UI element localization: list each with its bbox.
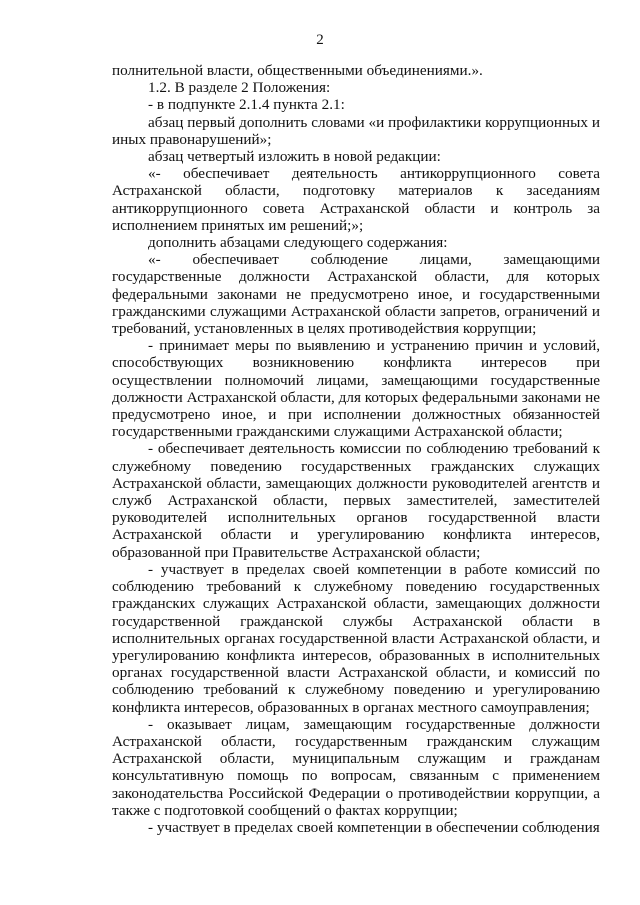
- paragraph-amendment-2: абзац четвертый изложить в новой редакции:: [148, 148, 441, 166]
- paragraph-clause-6: - участвует в пределах своей компетенции в обеспечении соблюдения: [148, 818, 600, 836]
- paragraph-continuation: полнительной власти, общественными объединениями.».: [112, 62, 483, 79]
- paragraph-add-clauses: дополнить абзацами следующего содержания:: [148, 234, 448, 252]
- paragraph-clause-5: - оказывает лицам, замещающим государственные должности Астраханской области, государственным гражданским служащим Астраханской области, муниципальным служащим и гражданам консультативную помощь по вопросам, связанным с применением законодательства Российской Федерации о противодействии коррупции, а также с подготовкой сообщений о фактах коррупции;: [112, 715, 600, 819]
- paragraph-clause-1: «- обеспечивает соблюдение лицами, замещающими государственные должности Астраханской области, для которых федеральными законами не предусмотрено иное, и государственными гражданскими служащими Астраханской области запретов, ограничений и требований, установленных в целях противодействия коррупции;: [112, 251, 600, 338]
- paragraph-section-heading: 1.2. В разделе 2 Положения:: [148, 79, 331, 97]
- paragraph-subpoint: - в подпункте 2.1.4 пункта 2.1:: [148, 96, 345, 114]
- page-number: 2: [316, 32, 324, 48]
- paragraph-clause-3: - обеспечивает деятельность комиссии по соблюдению требований к служебному поведению государственных гражданских служащих Астраханской области, замещающих должности руководителей агентств и служб Астраханской области, первых заместителей, заместителей руководителей исполнительных органов государственной власти Астраханской области и урегулированию конфликта интересов, образованной при Правительстве Астраханской области;: [112, 440, 600, 561]
- document-body: [112, 62, 600, 836]
- paragraph-new-wording: «- обеспечивает деятельность антикоррупционного совета Астраханской области, подготовку материалов к заседаниям антикоррупционного совета Астраханской области и контроль за исполнением принятых им решений;»;: [112, 165, 600, 234]
- paragraph-clause-2: - принимает меры по выявлению и устранению причин и условий, способствующих возникновению конфликта интересов при осуществлении полномочий лицами, замещающими государственные должности Астраханской области, для которых федеральными законами не предусмотрено иное, и при исполнении должностных обязанностей государственными гражданскими служащими Астраханской области;: [112, 337, 600, 441]
- paragraph-amendment-1: абзац первый дополнить словами «и профилактики коррупционных и иных правонарушений»;: [112, 113, 600, 148]
- paragraph-clause-4: - участвует в пределах своей компетенции в работе комиссий по соблюдению требований к служебному поведению государственных гражданских служащих Астраханской области, замещающих должности государственной гражданской службы Астраханской области в исполнительных органах государственной власти Астраханской области, и урегулированию конфликта интересов, образованных в исполнительных органах государственной власти Астраханской области, и комиссий по соблюдению требований к служебному поведению и урегулированию конфликта интересов, образованных в органах местного самоуправления;: [112, 560, 600, 716]
